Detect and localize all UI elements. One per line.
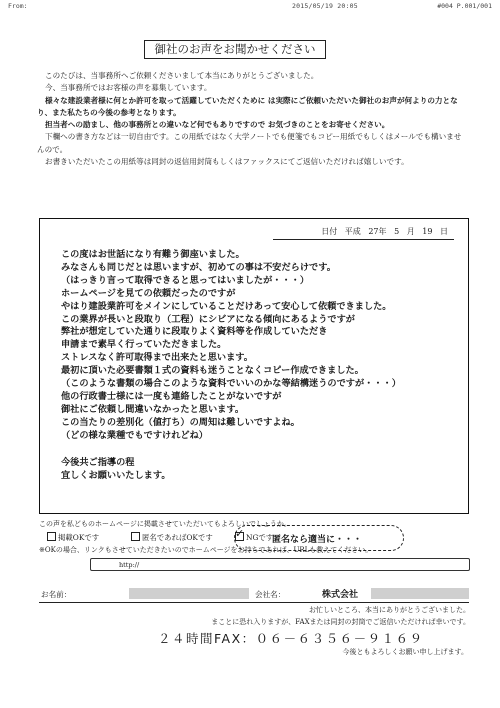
redacted-company — [371, 588, 469, 599]
checkbox-ok[interactable] — [47, 532, 56, 541]
consent-question: この声を私どものホームページに掲載させていただいてもよろしいでしょうか。 — [39, 520, 291, 528]
handwritten-line: ホームページを見ての依頼だったのですが — [61, 287, 236, 299]
handwritten-line: 最初に頂いた必要書類１式の資料も迷うことなくコピー作成できました。 — [61, 365, 364, 377]
date-year-unit: 年 — [378, 227, 387, 236]
handwritten-line — [61, 443, 461, 457]
handwritten-line: この度はお世話になり有難う御座いました。 — [61, 249, 245, 260]
intro-paragraph: 今、当事務所ではお客様の声を募集しています。 — [45, 83, 212, 93]
intro-paragraph: 担当者への励まし、他の事務所との違いなど何でもありですので お気づきのことをお寄せください。 — [45, 120, 390, 130]
intro-paragraph: お書きいただいたこの用紙等は同封の返信用封筒もしくはファックスにてご返信いただければ嬉しいです。 — [45, 157, 409, 167]
option-anonymous[interactable] — [131, 532, 213, 543]
customer-letter-box — [39, 218, 469, 514]
company-label: 会社名： — [255, 590, 286, 599]
handwritten-line: この当たりの差別化（値打ち）の周知は難しいですよね。 — [61, 416, 300, 428]
handwritten-line: 今後共ご指導の程 — [61, 456, 135, 468]
fax-page-count: #004 P.001/001 — [437, 2, 492, 10]
fax-from-label: From: — [8, 2, 28, 10]
handwritten-line: ストレスなく許可取得まで出来たと思います。 — [61, 352, 253, 364]
date-label: 日付 — [321, 227, 338, 236]
fax-timestamp: 2015/05/19 20:05 — [292, 2, 358, 10]
handwritten-note: 匿名なら適当に・・・ — [272, 535, 363, 545]
intro-paragraph: 下欄への書き方などは一切自由です。この用紙ではなく大学ノートでも便箋でもコピー用紙でもしくはメールでも構いませんので。 — [37, 132, 462, 154]
handwritten-line: （このような書類の場合このような資料でいいのかな等結構迷うのですが・・・） — [61, 378, 401, 390]
closing-line: 今後ともよろしくお願い申し上げます。 — [342, 648, 468, 656]
intro-paragraph: このたびは、当事務所へご依頼くださいまして本当にありがとうございました。 — [45, 71, 319, 80]
date-line — [273, 225, 454, 240]
handwritten-line: 他の行政書士様には一度も連絡したことがないですが — [61, 390, 282, 402]
handwritten-line: 御社にご依頼し間違いなかったと思います。 — [61, 403, 245, 415]
footer-thanks — [60, 605, 470, 628]
name-label: お名前： — [41, 590, 72, 599]
handwritten-line: みなさんも同じだとは思いますが、初めての事は不安だらけです。 — [61, 261, 336, 273]
date-day-unit: 日 — [440, 227, 448, 236]
footer-line-1: お忙しいところ、本当にありがとうございました。 — [309, 606, 470, 614]
handwritten-line: 申請まで素早く行っていただきました。 — [61, 339, 227, 351]
option-ok[interactable] — [47, 532, 99, 543]
option-anonymous-label: 匿名であればOKです — [142, 533, 213, 542]
handwritten-message — [61, 249, 461, 482]
company-value: 株式会社 — [322, 590, 359, 600]
handwritten-line: 宜しくお願いいたします。 — [61, 469, 171, 481]
date-month: 5 — [394, 227, 400, 236]
fax-transmission-header — [0, 2, 500, 12]
intro-paragraph: 様々な建設業者様に何とか許可を取って活躍していただくために は実際にご依頼いただいた御社のお声が何よりの力となり、また私たちの今後の参考となります。 — [37, 95, 458, 117]
page-title: 御社のお声をお聞かせください — [144, 40, 326, 59]
redacted-name — [129, 588, 249, 599]
fax-number: ２４時間FAX：０６－６３５６－９１６９ — [158, 631, 424, 646]
checkbox-anonymous[interactable] — [131, 532, 140, 541]
url-prefix: http:// — [119, 561, 140, 569]
date-day: 19 — [422, 227, 433, 236]
handwritten-line: 弊社が想定していた通りに段取りよく資料等を作成していただき — [61, 326, 328, 338]
handwritten-line: やはり建設業許可をメインにしていることだけあって安心して依頼できました。 — [61, 300, 392, 312]
date-year: 27 — [368, 227, 379, 236]
date-month-unit: 月 — [406, 227, 415, 236]
signature-line — [39, 586, 469, 603]
url-field[interactable] — [90, 558, 470, 571]
date-era: 平成 — [344, 227, 361, 236]
handwritten-line: （はっきり言って取得できると思ってはいましたが・・・） — [61, 274, 310, 286]
handwritten-line: （どの様な業種でもですけれどね） — [61, 429, 208, 441]
option-ok-label: 掲載OKです — [58, 533, 100, 542]
footer-line-2: まことに恐れ入りますが、FAXまたは同封の封筒でご返信いただければ幸いです。 — [211, 617, 470, 626]
handwritten-line: この業界が長いと段取り（工程）にシビアになる傾向にあるようですが — [61, 313, 355, 325]
option-ng-label: NGです — [246, 533, 274, 542]
consent-ok-note: ※OKの場合、リンクもさせていただきたいのでホームページをお持ちであれば、URLも教えてください。 — [39, 546, 373, 554]
intro-text — [37, 70, 467, 168]
